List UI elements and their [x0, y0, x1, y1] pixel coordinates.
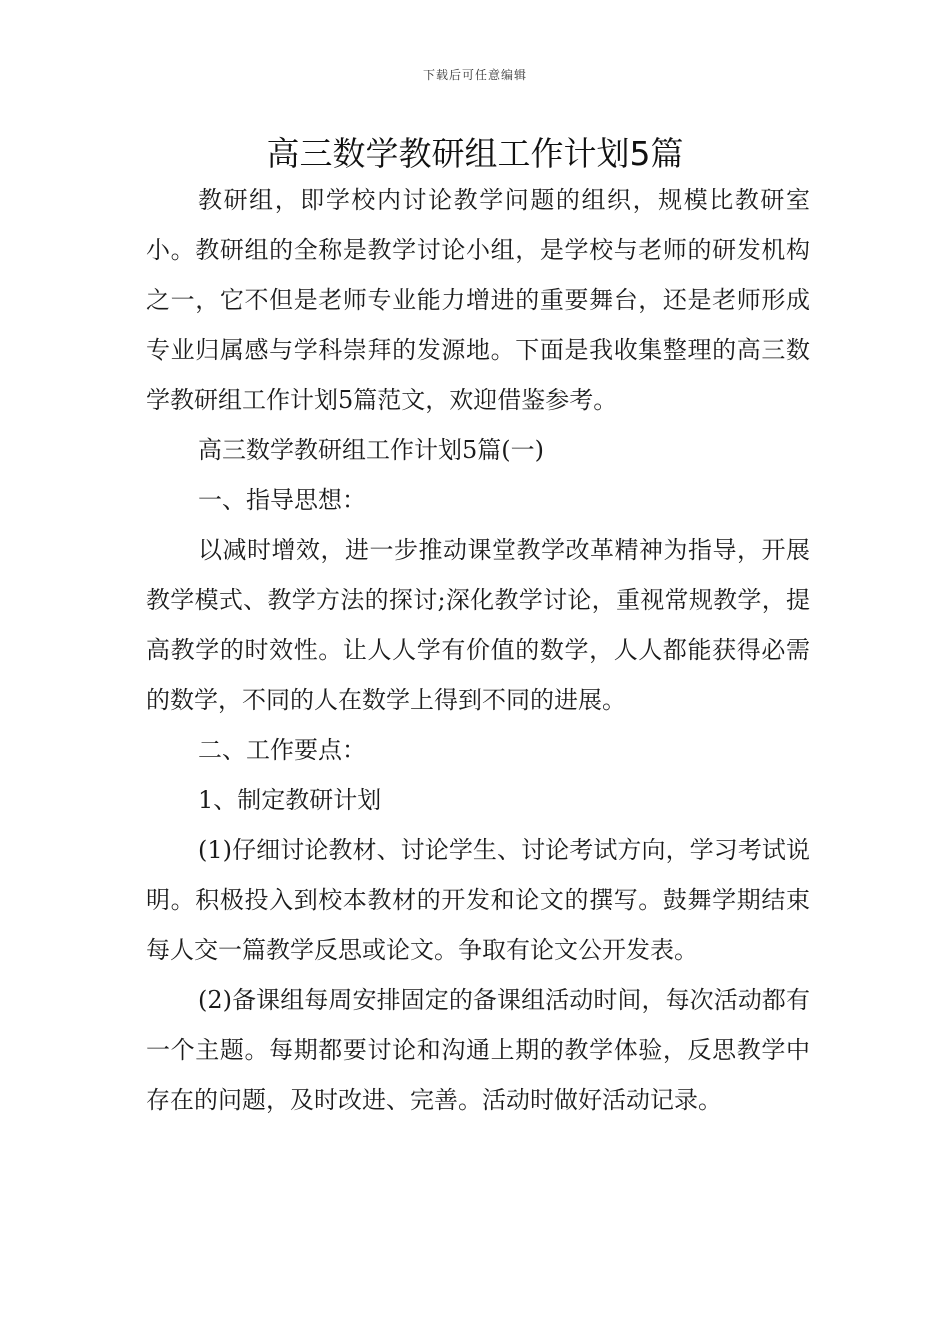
guiding-ideology-paragraph: 以减时增效，进一步推动课堂教学改革精神为指导，开展教学模式、教学方法的探讨;深化教学讨论，重视常规教学，提高教学的时效性。让人人学有价值的数学，人人都能获得必需的数学，不同的人在数学上得到不同的进展。	[146, 536, 810, 714]
document-body	[146, 175, 810, 1125]
document-title: 高三数学教研组工作计划5篇	[266, 134, 684, 173]
section-heading-part-one: 高三数学教研组工作计划5篇(一)	[198, 436, 544, 464]
plan-item-2-paragraph: (2)备课组每周安排固定的备课组活动时间，每次活动都有一个主题。每期都要讨论和沟通上期的教学体验，反思教学中存在的问题，及时改进、完善。活动时做好活动记录。	[146, 986, 810, 1114]
heading-work-points: 二、工作要点：	[198, 736, 366, 764]
header-note: 下载后可任意编辑	[422, 68, 527, 82]
heading-teaching-research-plan: 1、制定教研计划	[198, 786, 382, 814]
intro-paragraph: 教研组，即学校内讨论教学问题的组织，规模比教研室小。教研组的全称是教学讨论小组，是学校与老师的研发机构之一，它不但是老师专业能力增进的重要舞台，还是老师形成专业归属感与学科崇拜的发源地。下面是我收集整理的高三数学教研组工作计划5篇范文，欢迎借鉴参考。	[146, 186, 810, 414]
plan-item-1-paragraph: (1)仔细讨论教材、讨论学生、讨论考试方向，学习考试说明。积极投入到校本教材的开发和论文的撰写。鼓舞学期结束每人交一篇教学反思或论文。争取有论文公开发表。	[146, 836, 810, 964]
heading-guiding-ideology: 一、指导思想：	[198, 486, 366, 514]
